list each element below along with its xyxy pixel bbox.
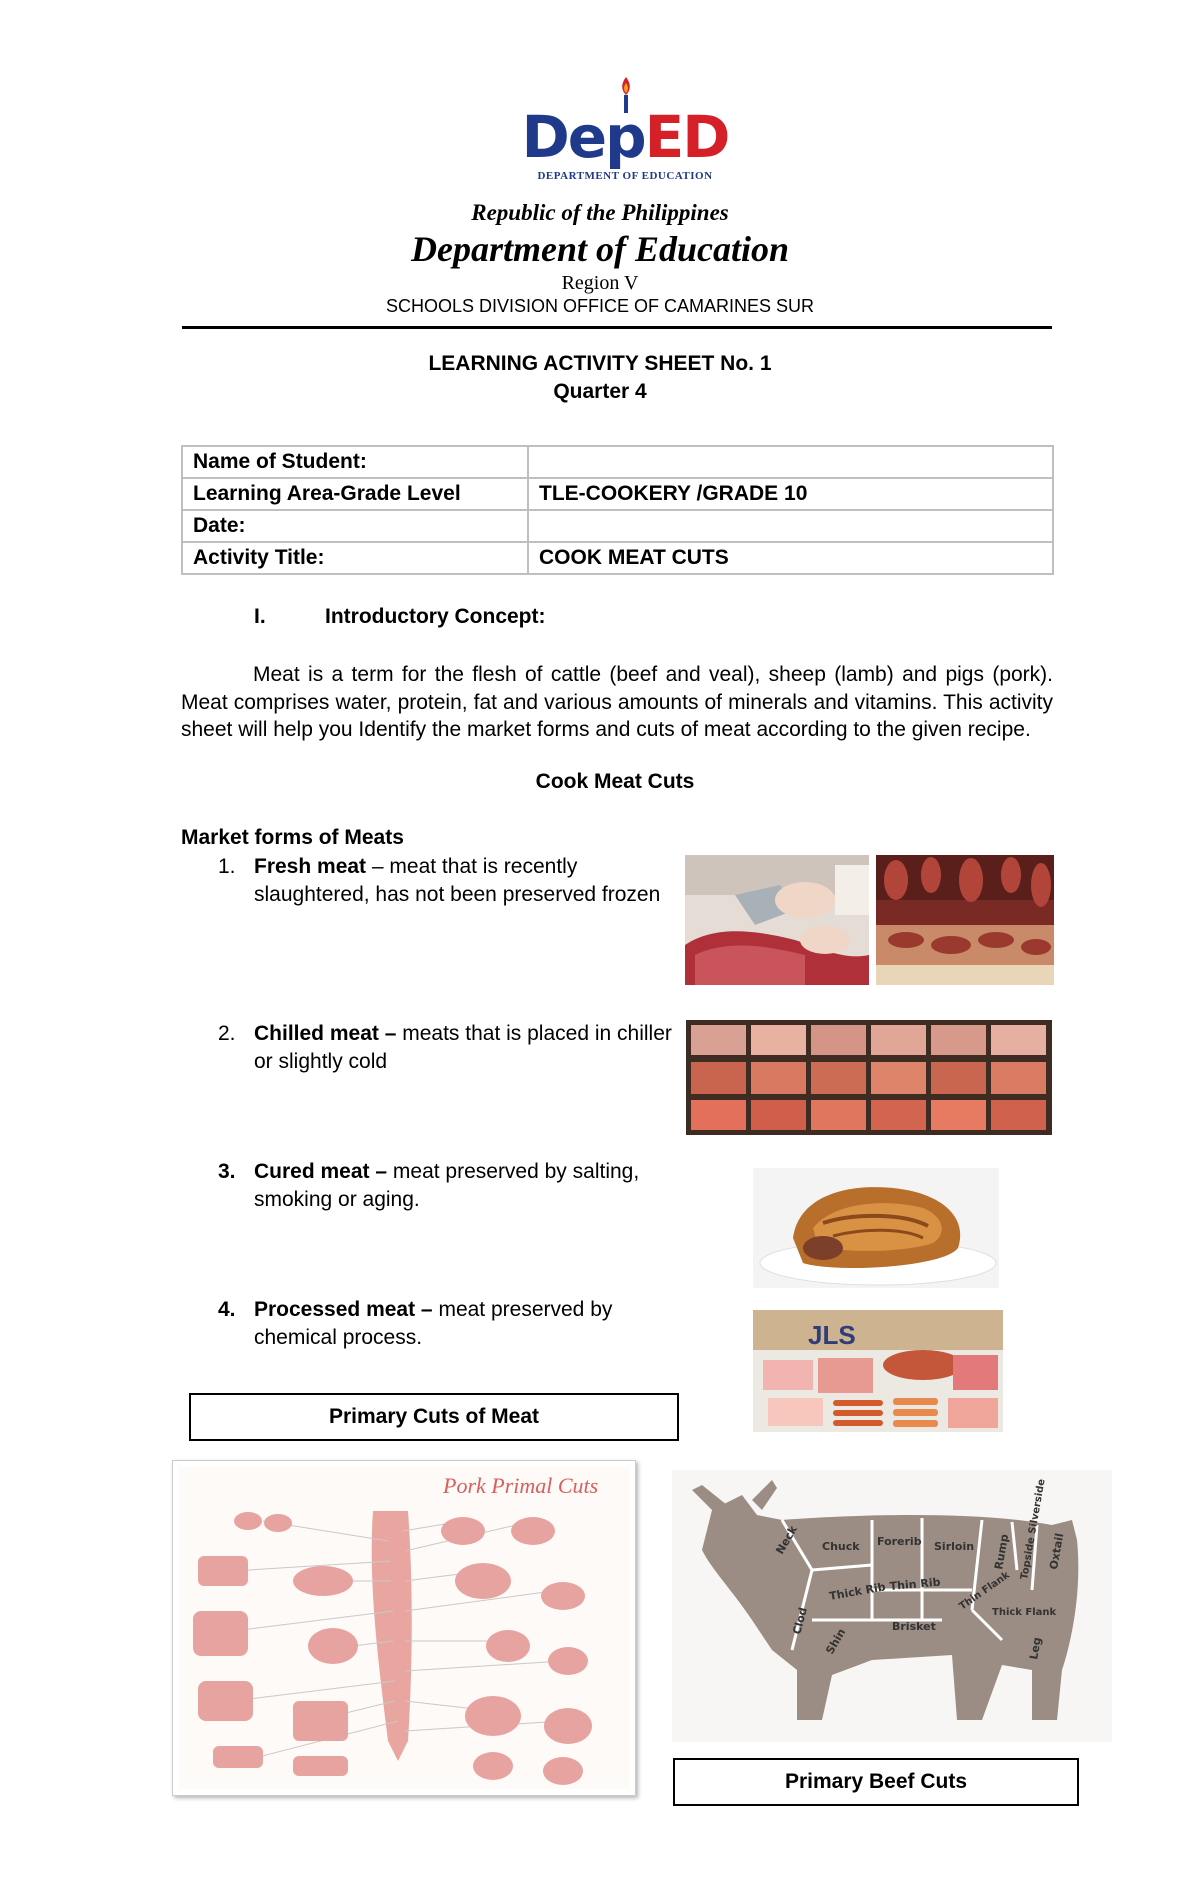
- list-desc: meats that is placed in chiller or slightly cold: [254, 1022, 672, 1073]
- table-cell-label: Date:: [182, 510, 528, 542]
- list-number: 4.: [218, 1298, 236, 1321]
- sheet-title: LEARNING ACTIVITY SHEET No. 1: [428, 352, 772, 375]
- list-desc: meat that is recently slaughtered, has not been preserved frozen: [254, 855, 661, 906]
- list-term: Chilled meat –: [254, 1022, 397, 1045]
- market-forms-heading: Market forms of Meats: [181, 826, 404, 849]
- beef-cut-label: Sirloin: [934, 1540, 975, 1553]
- intro-paragraph: [181, 661, 1053, 744]
- beef-cut-label: Thin Flank: [957, 1569, 1012, 1613]
- logo-subtitle: DEPARTMENT OF EDUCATION: [537, 170, 713, 182]
- beef-cut-label: Neck: [773, 1523, 800, 1557]
- division-heading: SCHOOLS DIVISION OFFICE OF CAMARINES SUR: [385, 296, 815, 316]
- beef-cut-label: Thick Rib: [828, 1580, 887, 1603]
- table-cell-label: Activity Title:: [182, 542, 528, 574]
- section-number: I.: [254, 605, 266, 628]
- list-term: Fresh meat: [254, 855, 367, 878]
- beef-cut-label: Chuck: [822, 1540, 860, 1553]
- beef-cut-label: Leg: [1027, 1636, 1044, 1661]
- table-row: [182, 542, 1053, 574]
- pork-primal-cuts-chart: [172, 1460, 636, 1796]
- list-number: 1.: [218, 855, 236, 878]
- table-cell-label: Learning Area-Grade Level: [182, 478, 528, 510]
- cook-meat-cuts-subtitle: Cook Meat Cuts: [535, 770, 695, 793]
- region-heading: Region V: [561, 272, 639, 294]
- list-sep: –: [366, 855, 390, 878]
- department-heading: Department of Education: [410, 229, 790, 269]
- table-cell-value: [528, 510, 1053, 542]
- table-cell-value: COOK MEAT CUTS: [528, 542, 1053, 574]
- section-heading: Introductory Concept:: [325, 605, 546, 628]
- fresh-meat-butcher-photo: [685, 855, 869, 985]
- header-divider: [182, 326, 1052, 329]
- primary-cuts-label: Primary Cuts of Meat: [189, 1393, 679, 1441]
- table-row: [182, 510, 1053, 542]
- beef-cut-label: Thick Flank: [992, 1607, 1057, 1618]
- table-row: [182, 478, 1053, 510]
- pork-chart-title: Pork Primal Cuts: [443, 1473, 599, 1498]
- sheet-quarter: Quarter 4: [553, 380, 647, 403]
- table-cell-value: TLE-COOKERY /GRADE 10: [528, 478, 1053, 510]
- beef-cuts-diagram: [672, 1470, 1112, 1742]
- processed-meat-photo: [753, 1310, 1003, 1432]
- beef-cut-label: Rump: [992, 1533, 1012, 1571]
- intro-paragraph-text: Meat is a term for the flesh of cattle (beef and veal), sheep (lamb) and pigs (pork). Meat comprises water, protein, fat and various amounts of minerals and vitamins. This activity sheet will help you Identify the market forms and cuts of meat according to the given recipe.: [181, 663, 1053, 741]
- beef-cut-label: Brisket: [892, 1620, 936, 1633]
- beef-cut-label: Topside Silverside: [1019, 1478, 1048, 1581]
- list-desc: meat preserved by salting, smoking or aging.: [254, 1160, 640, 1211]
- beef-cut-label: Thin Rib: [889, 1575, 941, 1593]
- beef-cut-label: Clod: [790, 1606, 810, 1636]
- logo-dep: Dep: [521, 103, 645, 171]
- primary-beef-cuts-label: Primary Beef Cuts: [673, 1758, 1079, 1806]
- processed-brand: JLS: [808, 1320, 856, 1350]
- beef-cut-label: Oxtail: [1047, 1532, 1067, 1571]
- list-number: 2.: [218, 1022, 236, 1045]
- republic-heading: Republic of the Philippines: [471, 200, 729, 225]
- fresh-meat-market-photo: [876, 855, 1054, 985]
- table-cell-label: Name of Student:: [182, 446, 528, 478]
- table-cell-value: [528, 446, 1053, 478]
- logo-ed: ED: [644, 103, 729, 171]
- beef-cut-label: Forerib: [877, 1535, 922, 1548]
- deped-logo: [520, 75, 730, 190]
- chilled-meat-photo: [686, 1020, 1052, 1135]
- list-desc: meat preserved by chemical process.: [254, 1298, 613, 1349]
- list-number: 3.: [218, 1160, 236, 1183]
- beef-cut-label: Shin: [823, 1626, 849, 1657]
- list-term: Processed meat –: [254, 1298, 433, 1321]
- list-term: Cured meat –: [254, 1160, 388, 1183]
- cured-meat-photo: [753, 1168, 999, 1288]
- table-row: [182, 446, 1053, 478]
- student-info-table: [181, 445, 1054, 575]
